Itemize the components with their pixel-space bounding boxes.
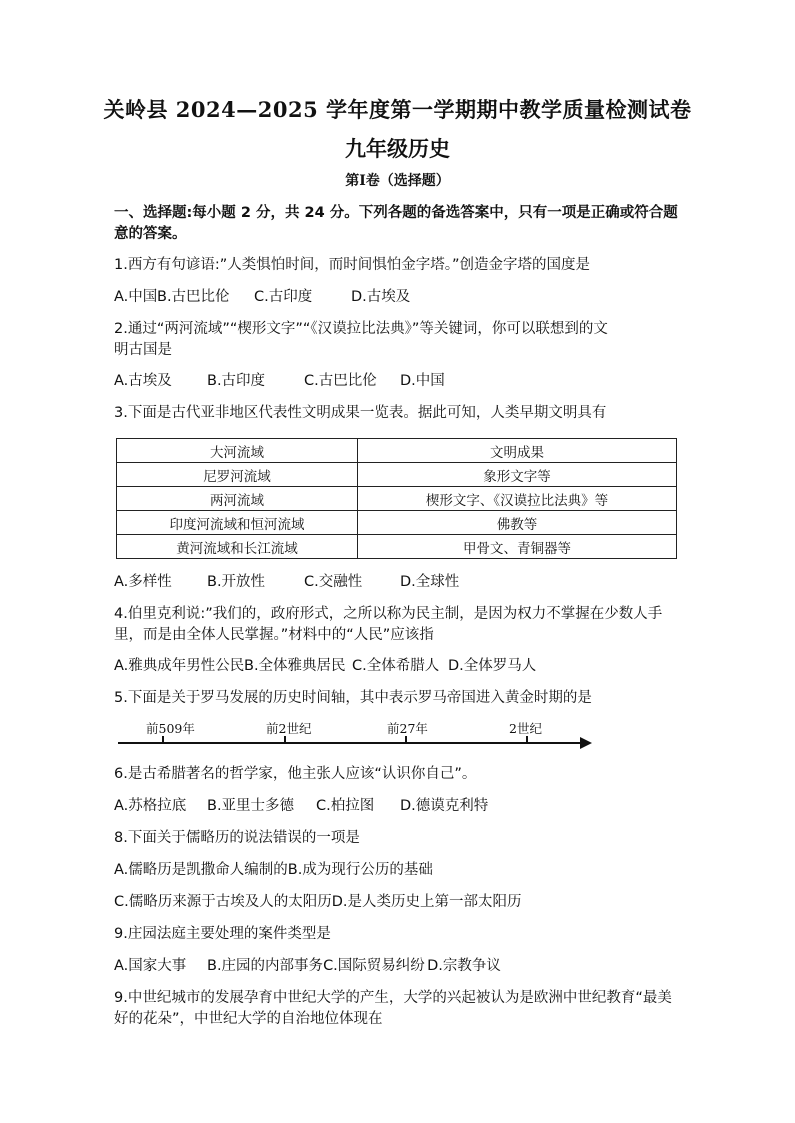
option-c[interactable]: C.古印度 [254,289,313,305]
option-b[interactable]: B.古印度 [207,373,266,389]
question-3-stem: 3.下面是古代亚非地区代表性文明成果一览表。据此可知，人类早期文明具有 [114,405,607,421]
option-b[interactable]: B.全体雅典居民 [244,658,346,674]
option-a[interactable]: A.多样性 [114,574,172,590]
question-4-stem-line-2: 里，而是由全体人民掌握。”材料中的“人民”应该指 [114,627,434,643]
question-1-options [114,286,694,308]
question-2-options [114,370,694,392]
question-1-stem: 1.西方有句谚语:”人类惧怕时间，而时间惧怕金字塔。”创造金字塔的国度是 [114,257,590,273]
exam-title: 关岭县 2024—2025 学年度第一学期期中教学质量检测试卷 [103,97,692,122]
table-header-cell: 大河流域 [117,439,358,463]
table-cell: 象形文字等 [358,463,677,487]
table-cell: 甲骨文、青铜器等 [358,535,677,559]
timeline-tick [284,736,286,743]
option-a[interactable]: A.雅典成年男性公民 [114,658,245,674]
question-6-stem: 6.是古希腊著名的哲学家，他主张人应该“认识你自己”。 [114,766,477,782]
option-c[interactable]: C.全体希腊人 [352,658,440,674]
option-a[interactable]: A.古埃及 [114,373,172,389]
question-2-stem-line-1: 2.通过“两河流域”“楔形文字”“《汉谟拉比法典》”等关键词，你可以联想到的文 [114,321,608,337]
option-d[interactable]: D.中国 [400,373,445,389]
table-cell: 两河流域 [117,487,358,511]
question-4-options [114,655,694,677]
option-d[interactable]: D.是人类历史上第一部太阳历 [331,894,522,910]
option-b[interactable]: B.古巴比伦 [157,289,230,305]
option-b[interactable]: B.成为现行公历的基础 [287,862,433,878]
instructions-line-1: 一、选择题:每小题 2 分，共 24 分。下列各题的备选答案中，只有一项是正确或符合题 [114,205,678,221]
question-9b-stem-line-2: 好的花朵”，中世纪大学的自治地位体现在 [114,1011,383,1027]
question-5-stem: 5.下面是关于罗马发展的历史时间轴，其中表示罗马帝国进入黄金时期的是 [114,690,592,706]
civilization-table [116,438,677,559]
table-cell: 黄河流域和长江流域 [117,535,358,559]
question-6-options [114,795,694,817]
option-a[interactable]: A.国家大事 [114,958,187,974]
option-d[interactable]: D.宗教争议 [427,958,501,974]
table-row [117,487,677,511]
table-row [117,511,677,535]
table-row [117,535,677,559]
option-d[interactable]: D.古埃及 [351,289,411,305]
option-c[interactable]: C.儒略历来源于古埃及人的太阳历 [114,894,332,910]
exam-subtitle: 九年级历史 [345,136,450,161]
timeline-label: 前509年 [146,721,195,736]
question-4-stem-line-1: 4.伯里克利说:”我们的，政府形式，之所以称为民主制，是因为权力不掌握在少数人手 [114,606,663,622]
question-3-options [114,571,694,593]
question-8-options-row-2 [114,891,694,913]
option-b[interactable]: B.开放性 [207,574,266,590]
timeline-label: 前2世纪 [266,721,312,736]
timeline-tick [405,736,407,743]
option-b[interactable]: B.亚里士多德 [207,798,295,814]
instructions-line-2: 意的答案。 [114,226,187,242]
table-cell: 尼罗河流域 [117,463,358,487]
option-a[interactable]: A.中国 [114,289,158,305]
table-cell: 楔形文字、《汉谟拉比法典》等 [358,487,677,511]
option-c[interactable]: C.古巴比伦 [304,373,377,389]
table-header-row [117,439,677,463]
timeline-tick [526,736,528,743]
timeline-axis [118,742,582,744]
timeline-label: 2世纪 [509,721,542,736]
rome-timeline [116,715,596,755]
question-8-options-row-1 [114,859,694,881]
timeline-arrow-icon [580,737,592,749]
table-header-cell: 文明成果 [358,439,677,463]
option-d[interactable]: D.德谟克利特 [400,798,489,814]
option-d[interactable]: D.全球性 [400,574,460,590]
table-row [117,463,677,487]
option-b[interactable]: B.庄园的内部事务 [207,958,324,974]
question-2-stem-line-2: 明古国是 [114,342,172,358]
option-a[interactable]: A.儒略历是凯撒命人编制的 [114,862,288,878]
option-d[interactable]: D.全体罗马人 [448,658,537,674]
table-cell: 印度河流域和恒河流域 [117,511,358,535]
question-9a-options [114,955,694,977]
question-9b-stem-line-1: 9.中世纪城市的发展孕育中世纪大学的产生，大学的兴起被认为是欧洲中世纪教育“最美 [114,990,672,1006]
timeline-label: 前27年 [387,721,428,736]
section-title: 第Ⅰ卷（选择题） [345,173,450,189]
timeline-tick [162,736,164,743]
option-c[interactable]: C.柏拉图 [316,798,375,814]
question-9a-stem: 9.庄园法庭主要处理的案件类型是 [114,926,331,942]
option-c[interactable]: C.交融性 [304,574,363,590]
table-cell: 佛教等 [358,511,677,535]
option-a[interactable]: A.苏格拉底 [114,798,187,814]
option-c[interactable]: C.国际贸易纠纷 [323,958,425,974]
question-8-stem: 8.下面关于儒略历的说法错误的一项是 [114,830,360,846]
